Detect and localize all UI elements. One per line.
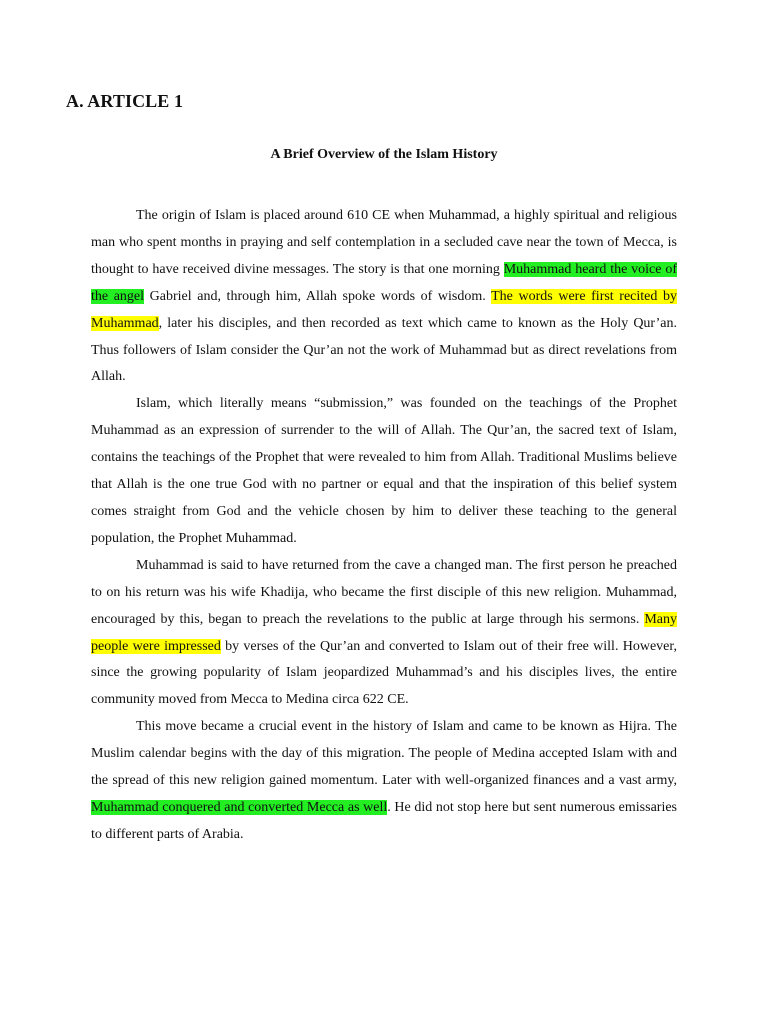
highlighted-text: Many people were impressed (91, 611, 677, 654)
text-run: This move became a crucial event in the history of Islam and came to be known as Hijra. The Muslim calendar begins with the day of this migration. The people of Medina accepted Islam with and the spread of this new religion gained momentum. Later with well-organized finances and a vast army, (91, 719, 677, 789)
text-run: by verses of the Qur’an and converted to Islam out of their free will. However, since the growing popularity of Islam jeopardized Muhammad’s and his disciples lives, the entire community moved from Mecca to Medina circa 622 CE. (91, 638, 677, 708)
highlighted-text: The words were first recited by Muhammad (91, 288, 677, 331)
paragraph (91, 714, 677, 849)
article-body (91, 203, 677, 849)
text-run: Islam, which literally means “submission,” was founded on the teachings of the Prophet Muhammad as an expression of surrender to the will of Allah. The Qur’an, the sacred text of Islam, contains the teachings of the Prophet that were revealed to him from Allah. Traditional Muslims believe that Allah is the one true God with no partner or equal and that the inspiration of this belief system comes straight from God and the vehicle chosen by him to deliver these teaching to the general population, the Prophet Muhammad. (91, 396, 677, 546)
paragraph (91, 391, 677, 552)
article-title: A Brief Overview of the Islam History (270, 147, 498, 162)
text-run: . He did not stop here but sent numerous emissaries to different parts of Arabia. (91, 799, 677, 842)
text-run: The origin of Islam is placed around 610 CE when Muhammad, a highly spiritual and religious man who spent months in praying and self contemplation in a secluded cave near the town of Mecca, is thought to have received divine messages. The story is that one morning (91, 208, 677, 277)
paragraph (91, 203, 677, 391)
text-run: Gabriel and, through him, Allah spoke words of wisdom. (144, 288, 492, 304)
text-run: , later his disciples, and then recorded as text which came to known as the Holy Qur’an. Thus followers of Islam consider the Qur’an not the work of Muhammad but as direct revelations from Allah. (91, 315, 677, 385)
highlighted-text: Muhammad conquered and converted Mecca as well (91, 799, 388, 815)
paragraph (91, 553, 677, 714)
highlighted-text: Muhammad heard the voice of the angel (91, 261, 678, 304)
text-run: Muhammad is said to have returned from the cave a changed man. The first person he preached to on his return was his wife Khadija, who became the first disciple of this new religion. Muhammad, encouraged by this, began to preach the revelations to the public at large through his sermons. (91, 557, 677, 627)
section-heading: A. ARTICLE 1 (66, 91, 184, 111)
